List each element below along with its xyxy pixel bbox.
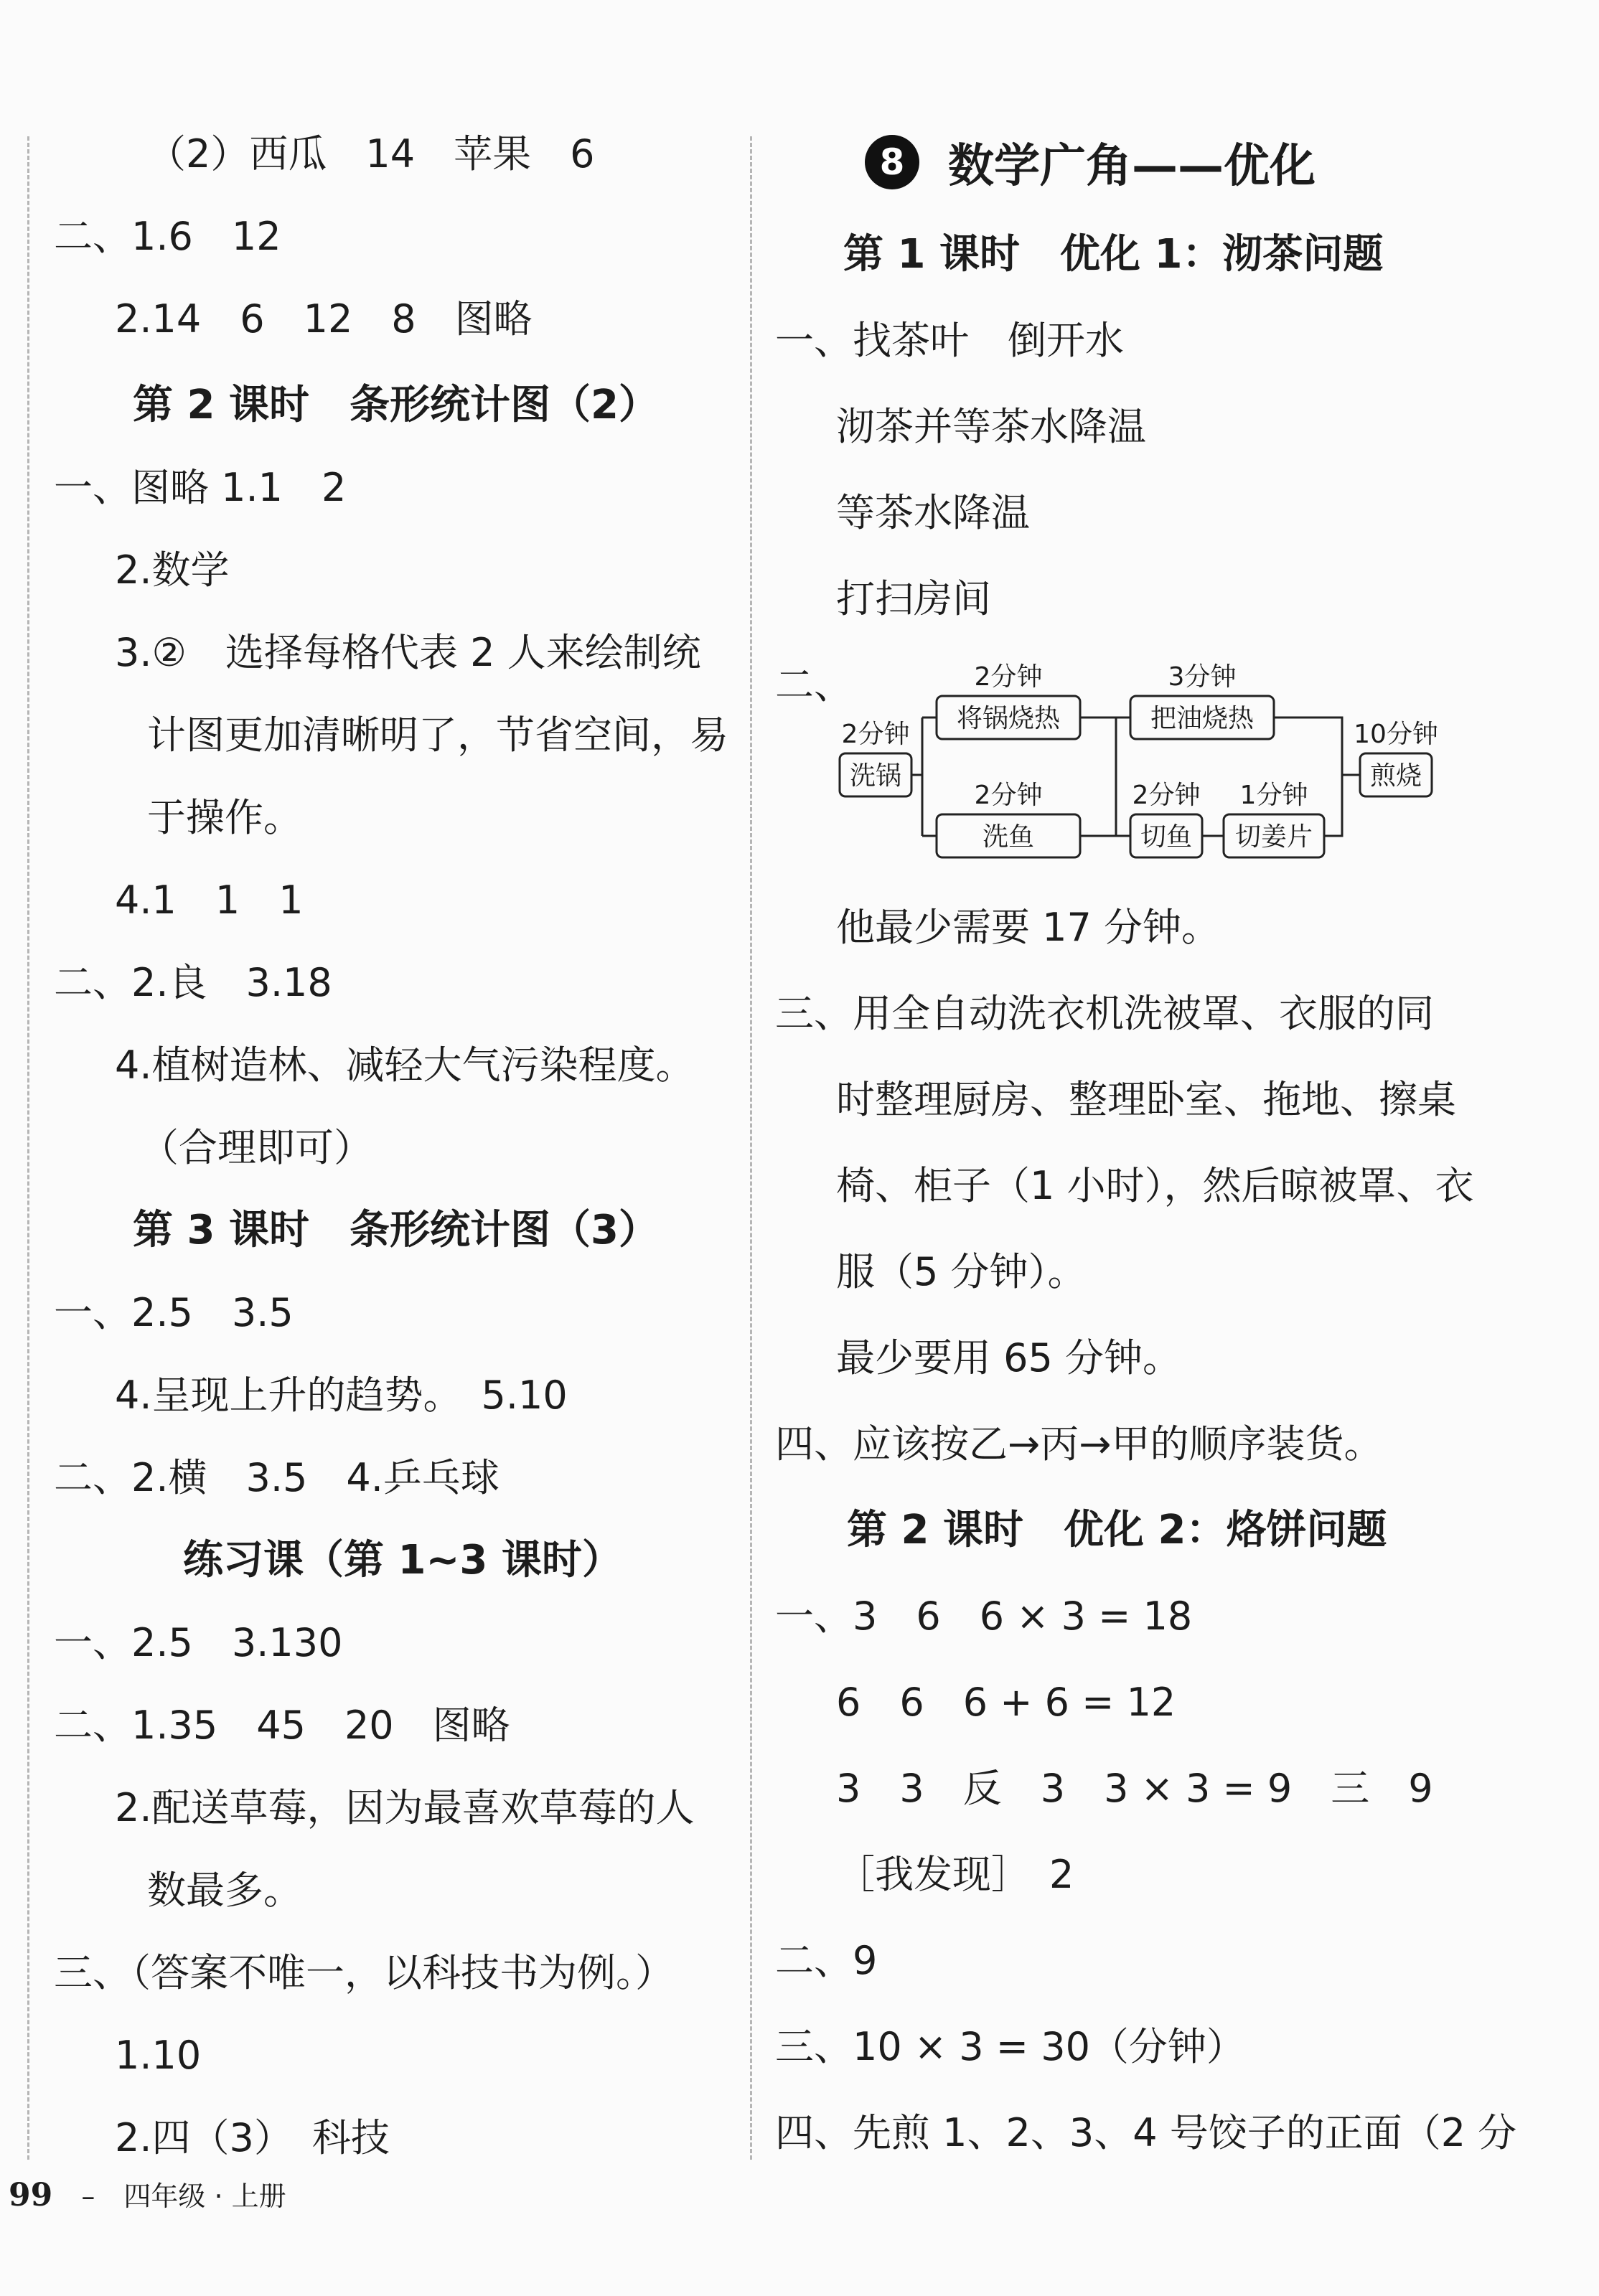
answer-line: 等茶水降温 bbox=[836, 490, 1030, 535]
chapter-number-badge: 8 bbox=[865, 135, 919, 189]
step-label: 煎烧 bbox=[1369, 761, 1422, 791]
answer-line: 沏茶并等茶水降温 bbox=[836, 404, 1146, 449]
answer-line: 他最少需要 17 分钟。 bbox=[836, 905, 1221, 950]
lesson-heading: 第 2 课时 条形统计图（2） bbox=[133, 382, 659, 428]
answer-line: 4.1 1 1 bbox=[115, 878, 304, 923]
lesson-heading: 练习课（第 1~3 课时） bbox=[183, 1537, 622, 1584]
step-time-label: 3分钟 bbox=[1168, 662, 1237, 692]
answer-line: 服（5 分钟）。 bbox=[836, 1249, 1087, 1294]
process-flow-diagram bbox=[775, 653, 1464, 883]
step-time-label: 2分钟 bbox=[974, 662, 1043, 692]
answer-line: 最少要用 65 分钟。 bbox=[836, 1335, 1182, 1380]
chapter-title bbox=[865, 129, 1316, 193]
answer-line: 二、2.良 3.18 bbox=[54, 960, 332, 1005]
answer-line: 二、2.横 3.5 4.乒乓球 bbox=[54, 1455, 500, 1500]
step-label: 洗锅 bbox=[849, 761, 902, 791]
answer-line: 一、2.5 3.130 bbox=[54, 1620, 343, 1665]
answer-line: 6 6 6 + 6 = 12 bbox=[836, 1680, 1176, 1725]
step-label: 把油烧热 bbox=[1150, 704, 1255, 733]
step-time-label: 2分钟 bbox=[841, 720, 910, 749]
step-time-label: 2分钟 bbox=[1132, 781, 1201, 810]
answer-line: 二、 bbox=[775, 662, 853, 707]
step-label: 将锅烧热 bbox=[956, 704, 1061, 733]
answer-line: ［我发现］ 2 bbox=[836, 1852, 1074, 1897]
answer-line: 四、先煎 1、2、3、4 号饺子的正面（2 分 bbox=[775, 2110, 1517, 2155]
answer-line: 一、图略 1.1 2 bbox=[54, 465, 347, 510]
answer-line: 2.14 6 12 8 图略 bbox=[115, 296, 533, 342]
answer-line: 二、9 bbox=[775, 1938, 878, 1983]
answer-line: 二、1.35 45 20 图略 bbox=[54, 1703, 510, 1748]
lesson-heading: 第 2 课时 优化 2：烙饼问题 bbox=[847, 1507, 1387, 1553]
answer-line: 三、10 × 3 = 30（分钟） bbox=[775, 2024, 1245, 2069]
answer-line: 3 3 反 3 3 × 3 = 9 三 9 bbox=[836, 1766, 1433, 1811]
step-label: 切姜片 bbox=[1234, 822, 1313, 852]
column-divider bbox=[750, 136, 752, 2160]
step-label: 切鱼 bbox=[1140, 822, 1193, 852]
answer-line: 时整理厨房、整理卧室、拖地、擦桌 bbox=[836, 1077, 1456, 1122]
answer-line: 二、1.6 12 bbox=[54, 214, 281, 259]
answer-line: 2.配送草莓，因为最喜欢草莓的人 bbox=[115, 1785, 695, 1830]
step-time-label: 1分钟 bbox=[1239, 781, 1308, 810]
answer-line: 椅、柜子（1 小时），然后晾被罩、衣 bbox=[836, 1163, 1474, 1208]
step-time-label: 10分钟 bbox=[1354, 720, 1438, 749]
answer-line: （合理即可） bbox=[140, 1125, 372, 1170]
answer-line: 计图更加清晰明了，节省空间，易 bbox=[147, 712, 728, 758]
answer-line: 打扫房间 bbox=[836, 576, 991, 621]
chapter-title-text: 数学广角——优化 bbox=[948, 140, 1316, 193]
left-margin-line bbox=[27, 136, 29, 2160]
answer-line: （2）西瓜 14 苹果 6 bbox=[147, 131, 595, 177]
answer-line: 三、（答案不唯一，以科技书为例。） bbox=[54, 1950, 674, 1995]
answer-line: 四、应该按乙→丙→甲的顺序装货。 bbox=[775, 1421, 1383, 1467]
step-label: 洗鱼 bbox=[982, 822, 1035, 852]
grade-label: 四年级 · 上册 bbox=[123, 2180, 286, 2212]
answer-line: 3.② 选择每格代表 2 人来绘制统 bbox=[115, 630, 701, 675]
lesson-heading: 第 1 课时 优化 1：沏茶问题 bbox=[843, 231, 1384, 278]
answer-line: 4.呈现上升的趋势。 5.10 bbox=[115, 1373, 568, 1418]
answer-line: 1.10 bbox=[115, 2033, 202, 2078]
answer-line: 2.四（3） 科技 bbox=[115, 2115, 390, 2160]
answer-line: 4.植树造林、减轻大气污染程度。 bbox=[115, 1043, 695, 1088]
footer-dash: – bbox=[81, 2180, 95, 2212]
answer-line: 三、用全自动洗衣机洗被罩、衣服的同 bbox=[775, 991, 1434, 1036]
answer-line: 一、找茶叶 倒开水 bbox=[775, 318, 1124, 363]
answer-line: 于操作。 bbox=[147, 795, 302, 840]
answer-line: 数最多。 bbox=[147, 1868, 302, 1913]
lesson-heading: 第 3 课时 条形统计图（3） bbox=[133, 1207, 659, 1253]
answer-line: 一、2.5 3.5 bbox=[54, 1290, 294, 1335]
answer-line: 一、3 6 6 × 3 = 18 bbox=[775, 1594, 1193, 1639]
answer-line: 2.数学 bbox=[115, 547, 230, 593]
page-footer bbox=[9, 2174, 286, 2213]
step-time-label: 2分钟 bbox=[974, 781, 1043, 810]
page-number: 99 bbox=[9, 2177, 53, 2213]
